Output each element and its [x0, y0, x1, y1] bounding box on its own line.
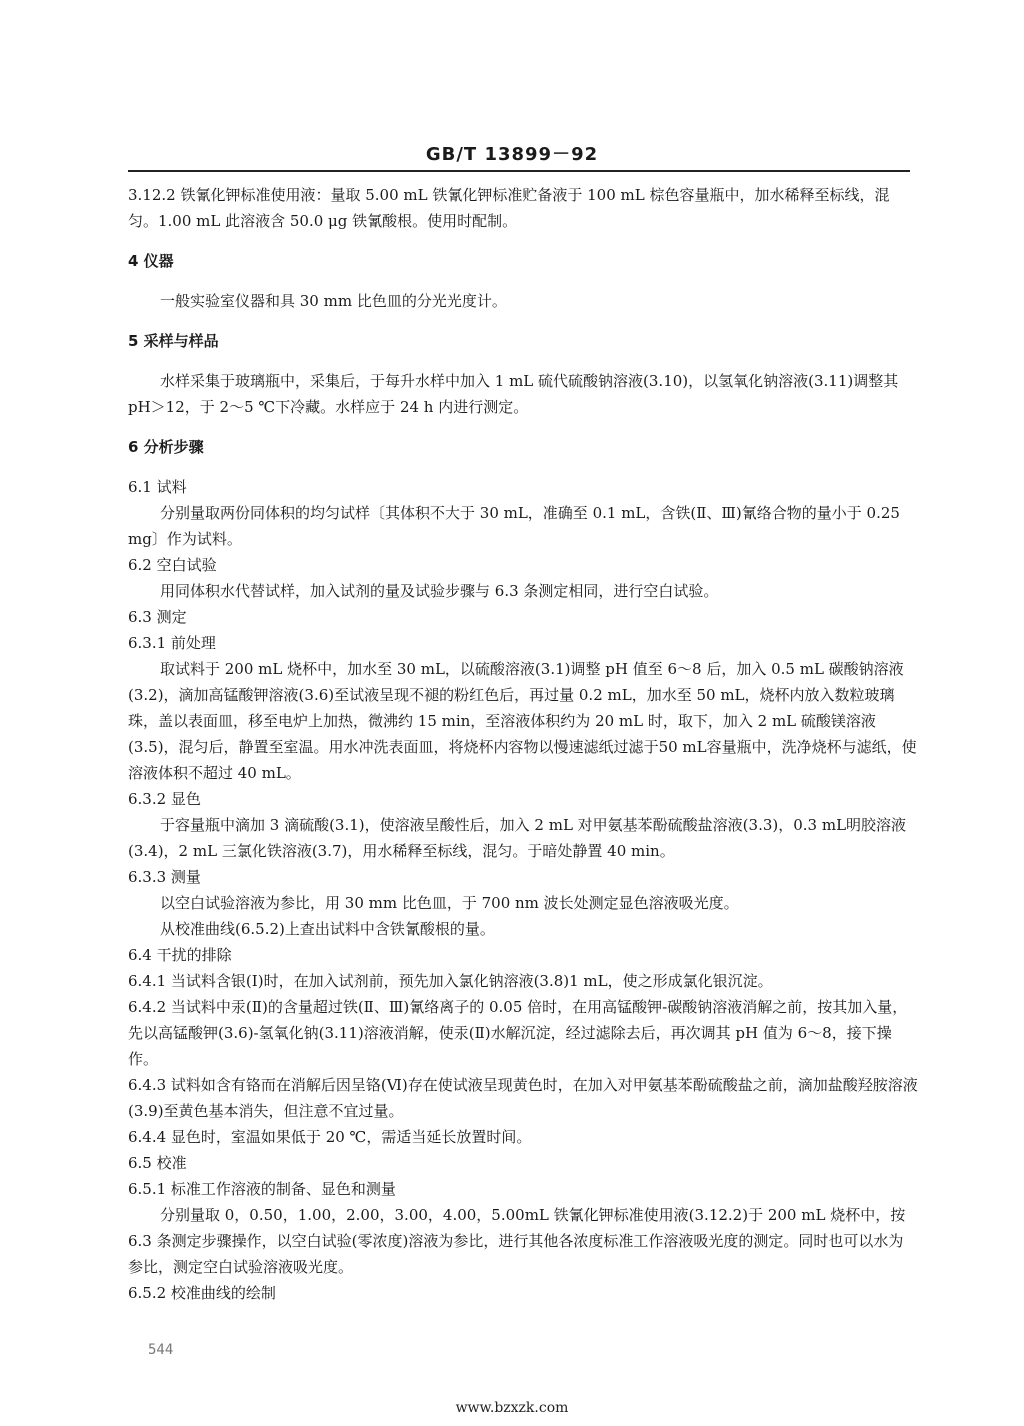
section-3-12-2-text: 3.12.2 铁氰化钾标准使用液：量取 5.00 mL 铁氰化钾标准贮备液于 100 mL 棕色容量瓶中，加水稀释至标线，混匀。1.00 mL 此溶液含 50.0 μg 铁氰酸根。使用时配制。 [128, 186, 890, 230]
section-4-body: 一般实验室仪器和具 30 mm 比色皿的分光光度计。 [160, 292, 507, 310]
section-6-2-body: 用同体积水代替试样，加入试剂的量及试验步骤与 6.3 条测定相同，进行空白试验。 [160, 582, 719, 600]
section-6-4-4: 6.4.4 显色时，室温如果低于 20 ℃，需适当延长放置时间。 [128, 1128, 532, 1146]
header-rule [128, 170, 910, 172]
document-body [128, 182, 918, 1306]
page-number: 544 [148, 1342, 174, 1358]
section-6-3-1-heading: 6.3.1 前处理 [128, 634, 216, 652]
section-6-3-3-body-1: 以空白试验溶液为参比，用 30 mm 比色皿，于 700 nm 波长处测定显色溶液吸光度。 [160, 894, 739, 912]
section-5-body: 水样采集于玻璃瓶中，采集后，于每升水样中加入 1 mL 硫代硫酸钠溶液(3.10)，以氢氧化钠溶液(3.11)调整其 pH＞12，于 2～5 ℃下冷藏。水样应于 24 h 内进行测定。 [128, 372, 899, 416]
section-6-3-1-body: 取试料于 200 mL 烧杯中，加水至 30 mL，以硫酸溶液(3.1)调整 pH 值至 6～8 后，加入 0.5 mL 碳酸钠溶液(3.2)，滴加高锰酸钾溶液(3.6)至试液呈现不褪的粉红色后，再过量 0.2 mL，加水至 50 mL，烧杯内放入数粒玻璃珠，盖以表面皿，移至电炉上加热，微沸约 15 min，至溶液体积约为 20 mL 时，取下，加入 2 mL 硫酸镁溶液(3.5)，混匀后，静置至室温。用水冲洗表面皿，将烧杯内容物以慢速滤纸过滤于50 mL容量瓶中，洗净烧杯与滤纸，使溶液体积不超过 40 mL。 [128, 660, 917, 782]
standard-header: GB/T 13899－92 [425, 144, 599, 165]
section-6-5-2-heading: 6.5.2 校准曲线的绘制 [128, 1284, 276, 1302]
section-6-1-heading: 6.1 试料 [128, 478, 187, 496]
section-6-2-heading: 6.2 空白试验 [128, 556, 217, 574]
section-6-heading: 6 分析步骤 [128, 438, 204, 456]
section-6-5-heading: 6.5 校准 [128, 1154, 187, 1172]
section-6-3-2-body: 于容量瓶中滴加 3 滴硫酸(3.1)，使溶液呈酸性后，加入 2 mL 对甲氨基苯酚硫酸盐溶液(3.3)，0.3 mL明胶溶液(3.4)，2 mL 三氯化铁溶液(3.7)，用水稀释至标线，混匀。于暗处静置 40 min。 [128, 816, 907, 860]
footer-watermark-url: www.bzxzk.com [455, 1400, 569, 1416]
section-6-4-2: 6.4.2 当试料中汞(Ⅱ)的含量超过铁(Ⅱ、Ⅲ)氰络离子的 0.05 倍时，在用高锰酸钾-碳酸钠溶液消解之前，按其加入量，先以高锰酸钾(3.6)-氢氧化钠(3.11)溶液消解，使汞(Ⅱ)水解沉淀，经过滤除去后，再次调其 pH 值为 6～8，接下操作。 [128, 998, 908, 1068]
section-6-4-heading: 6.4 干扰的排除 [128, 946, 232, 964]
section-6-4-1: 6.4.1 当试料含银(Ⅰ)时，在加入试剂前，预先加入氯化钠溶液(3.8)1 mL，使之形成氯化银沉淀。 [128, 972, 773, 990]
section-5-heading: 5 采样与样品 [128, 332, 219, 350]
section-6-3-3-heading: 6.3.3 测量 [128, 868, 201, 886]
section-4-heading: 4 仪器 [128, 252, 174, 270]
section-6-3-heading: 6.3 测定 [128, 608, 187, 626]
section-6-3-3-body-2: 从校准曲线(6.5.2)上查出试料中含铁氰酸根的量。 [160, 920, 495, 938]
section-6-1-body: 分别量取两份同体积的均匀试样〔其体积不大于 30 mL，准确至 0.1 mL，含铁(Ⅱ、Ⅲ)氰络合物的量小于 0.25 mg〕作为试料。 [128, 504, 900, 548]
section-6-5-1-body: 分别量取 0，0.50，1.00，2.00，3.00，4.00，5.00mL 铁氰化钾标准使用液(3.12.2)于 200 mL 烧杯中，按 6.3 条测定步骤操作，以空白试验(零浓度)溶液为参比，进行其他各浓度标准工作溶液吸光度的测定。同时也可以水为参比，测定空白试验溶液吸光度。 [128, 1206, 906, 1276]
section-6-5-1-heading: 6.5.1 标准工作溶液的制备、显色和测量 [128, 1180, 396, 1198]
section-6-4-3: 6.4.3 试料如含有铬而在消解后因呈铬(Ⅵ)存在使试液呈现黄色时，在加入对甲氨基苯酚硫酸盐之前，滴加盐酸羟胺溶液(3.9)至黄色基本消失，但注意不宜过量。 [128, 1076, 918, 1120]
section-6-3-2-heading: 6.3.2 显色 [128, 790, 201, 808]
